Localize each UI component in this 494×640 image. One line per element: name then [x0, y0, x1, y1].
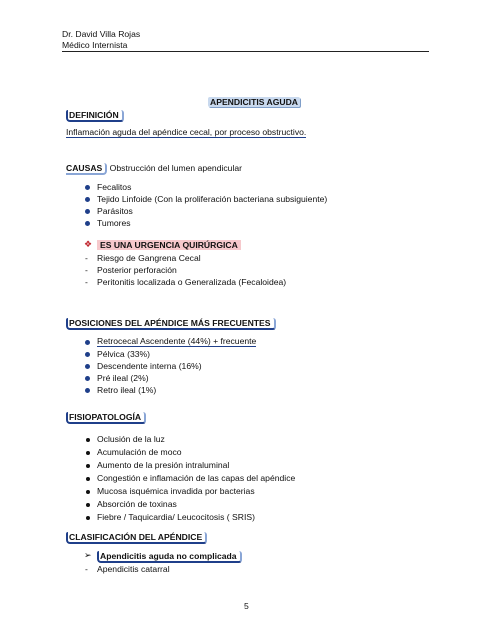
risk-item: Peritonitis localizada o Generalizada (Fecaloidea)	[97, 277, 287, 287]
clasificacion-heading-text: CLASIFICACIÓN DEL APÉNDICE	[66, 532, 207, 544]
posicion-item: Retro ileal (1%)	[97, 385, 157, 395]
definicion-text-content: Inflamación aguda del apéndice cecal, por proceso obstructivo.	[66, 127, 307, 137]
title-highlight: APENDICITIS AGUDA	[210, 97, 299, 107]
bullet-icon	[85, 340, 90, 345]
fisio-item: Oclusión de la luz	[97, 434, 165, 444]
bullet-icon	[86, 516, 90, 520]
fisio-item: Absorción de toxinas	[97, 499, 177, 509]
definicion-heading	[66, 110, 124, 120]
posicion-item-text: Retrocecal Ascendente (44%) + frecuente	[97, 336, 257, 346]
dash-bullet: -	[85, 253, 88, 263]
fisio-item: Fiebre / Taquicardia/ Leucocitosis ( SRIS)	[97, 512, 255, 522]
bullet-icon	[85, 352, 90, 357]
arrow-bullet-icon: ➢	[84, 550, 92, 560]
causas-heading: CAUSAS	[66, 163, 107, 175]
posiciones-heading-text: POSICIONES DEL APÉNDICE MÁS FRECUENTES	[66, 318, 276, 330]
clasificacion-subheading	[97, 551, 242, 561]
bullet-icon	[86, 451, 90, 455]
bullet-icon	[85, 364, 90, 369]
clasificacion-item: Apendicitis catarral	[97, 564, 170, 574]
author-name: Dr. David Villa Rojas	[62, 29, 141, 39]
causa-item: Parásitos	[97, 206, 133, 216]
definicion-text	[66, 127, 306, 137]
header-rule	[62, 51, 429, 52]
urgency-note	[97, 240, 241, 250]
causas-line	[66, 163, 242, 173]
bullet-icon	[85, 221, 90, 226]
definicion-heading-text: DEFINICIÓN	[66, 110, 124, 122]
causa-item: Tumores	[97, 218, 131, 228]
posicion-item	[97, 336, 256, 346]
author-role: Médico Internista	[62, 40, 128, 50]
posicion-item: Descendente interna (16%)	[97, 361, 202, 371]
bullet-icon	[85, 376, 90, 381]
causa-item: Tejido Linfoide (Con la proliferación bacteriana subsiguiente)	[97, 194, 328, 204]
posiciones-heading	[66, 318, 276, 328]
bullet-icon	[86, 477, 90, 481]
dash-bullet: -	[85, 277, 88, 287]
posicion-item: Pré ileal (2%)	[97, 373, 149, 383]
fisiopatologia-heading-text: FISIOPATOLOGÍA	[66, 412, 146, 424]
bullet-icon	[85, 209, 90, 214]
clasificacion-subheading-text: Apendicitis aguda no complicada	[97, 551, 242, 563]
bullet-icon	[86, 438, 90, 442]
fisio-item: Acumulación de moco	[97, 447, 182, 457]
causa-item: Fecalitos	[97, 182, 132, 192]
dash-bullet: -	[85, 265, 88, 275]
bullet-icon	[86, 503, 90, 507]
fisiopatologia-heading	[66, 412, 146, 422]
fisio-item: Mucosa isquémica invadida por bacterias	[97, 486, 255, 496]
bullet-icon	[86, 464, 90, 468]
fisio-item: Congestión e inflamación de las capas del apéndice	[97, 473, 296, 483]
risk-item: Posterior perforación	[97, 265, 177, 275]
urgency-highlight: ES UNA URGENCIA QUIRÚRGICA	[97, 240, 241, 250]
bullet-icon	[86, 490, 90, 494]
page-number: 5	[244, 601, 249, 611]
document-title	[208, 97, 300, 107]
fisio-item: Aumento de la presión intraluminal	[97, 460, 230, 470]
dash-bullet: -	[85, 564, 88, 574]
causas-intro: Obstrucción del lumen apendicular	[107, 163, 243, 173]
bullet-icon	[85, 197, 90, 202]
bullet-icon	[85, 185, 90, 190]
bullet-icon	[85, 388, 90, 393]
clasificacion-heading	[66, 532, 207, 542]
risk-item: Riesgo de Gangrena Cecal	[97, 253, 201, 263]
posicion-item: Pélvica (33%)	[97, 349, 151, 359]
diamond-bullet-icon: ❖	[84, 239, 93, 249]
